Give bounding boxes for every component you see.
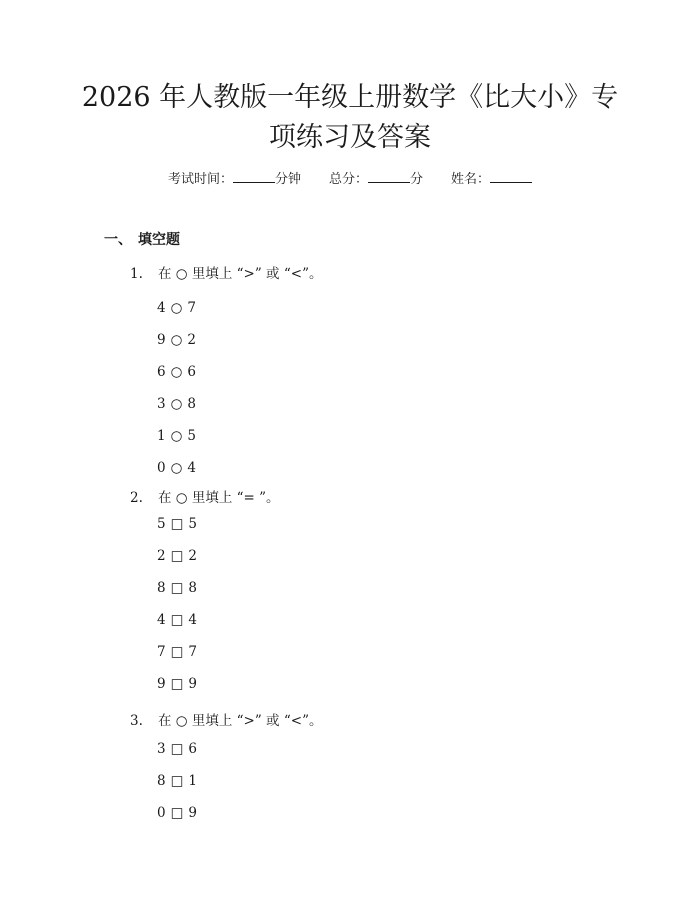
left-number: 4 xyxy=(157,612,167,628)
comparison-item xyxy=(157,396,197,412)
comparison-item xyxy=(157,428,197,444)
left-number: 3 xyxy=(157,741,167,757)
time-unit: 分钟 xyxy=(274,172,301,187)
left-number: 8 xyxy=(157,580,167,596)
right-number: 2 xyxy=(188,548,198,564)
question-text: 在 ○ 里填上 “>” 或 “<”。 xyxy=(158,713,323,729)
score-blank xyxy=(368,170,410,183)
score-label: 总分： xyxy=(328,172,368,187)
answer-circle[interactable]: ○ xyxy=(170,396,184,412)
answer-box[interactable]: □ xyxy=(170,741,185,757)
question-number: 1. xyxy=(130,266,143,282)
comparison-item xyxy=(157,300,197,316)
answer-box[interactable]: □ xyxy=(170,548,185,564)
answer-box[interactable]: □ xyxy=(170,612,185,628)
score-unit: 分 xyxy=(410,172,424,187)
right-number: 2 xyxy=(187,332,197,348)
page-title xyxy=(60,78,640,158)
right-number: 8 xyxy=(188,580,198,596)
section-title: 填空题 xyxy=(138,232,180,248)
right-number: 5 xyxy=(188,516,198,532)
right-number: 9 xyxy=(188,805,198,821)
left-number: 1 xyxy=(157,428,167,444)
left-number: 4 xyxy=(157,300,167,316)
answer-circle[interactable]: ○ xyxy=(170,428,184,444)
left-number: 9 xyxy=(157,676,167,692)
question-1 xyxy=(130,262,322,282)
section-heading xyxy=(104,229,180,249)
comparison-item xyxy=(157,580,198,596)
right-number: 4 xyxy=(188,612,198,628)
question-number: 2. xyxy=(130,490,143,506)
answer-box[interactable]: □ xyxy=(170,805,185,821)
answer-box[interactable]: □ xyxy=(170,644,185,660)
question-text: 在 ○ 里填上 “= ”。 xyxy=(158,490,280,506)
comparison-item xyxy=(157,805,198,821)
left-number: 2 xyxy=(157,548,167,564)
name-blank xyxy=(490,170,532,183)
answer-circle[interactable]: ○ xyxy=(170,364,184,380)
right-number: 5 xyxy=(187,428,197,444)
left-number: 0 xyxy=(157,460,167,476)
answer-box[interactable]: □ xyxy=(170,676,185,692)
left-number: 8 xyxy=(157,773,167,789)
answer-circle[interactable]: ○ xyxy=(170,332,184,348)
left-number: 7 xyxy=(157,644,167,660)
answer-box[interactable]: □ xyxy=(170,580,185,596)
question-number: 3. xyxy=(130,713,143,729)
comparison-item xyxy=(157,516,198,532)
comparison-item xyxy=(157,332,197,348)
left-number: 3 xyxy=(157,396,167,412)
right-number: 8 xyxy=(187,396,197,412)
question-2 xyxy=(130,486,280,506)
section-number: 一、 xyxy=(104,232,132,248)
comparison-item xyxy=(157,364,197,380)
time-label: 考试时间： xyxy=(167,172,233,187)
comparison-item xyxy=(157,773,198,789)
name-label: 姓名： xyxy=(451,172,491,187)
right-number: 4 xyxy=(187,460,197,476)
right-number: 7 xyxy=(187,300,197,316)
answer-box[interactable]: □ xyxy=(170,516,185,532)
comparison-item xyxy=(157,741,198,757)
right-number: 1 xyxy=(188,773,198,789)
left-number: 6 xyxy=(157,364,167,380)
answer-circle[interactable]: ○ xyxy=(170,300,184,316)
question-3 xyxy=(130,709,322,729)
question-text: 在 ○ 里填上 “>” 或 “<”。 xyxy=(158,266,323,282)
answer-circle[interactable]: ○ xyxy=(170,460,184,476)
comparison-item xyxy=(157,548,198,564)
time-blank xyxy=(233,170,275,183)
comparison-item xyxy=(157,460,197,476)
right-number: 9 xyxy=(188,676,198,692)
comparison-item xyxy=(157,676,198,692)
left-number: 0 xyxy=(157,805,167,821)
title-line-1: 2026 年人教版一年级上册数学《比大小》专 xyxy=(81,82,619,113)
comparison-item xyxy=(157,644,198,660)
right-number: 6 xyxy=(187,364,197,380)
left-number: 9 xyxy=(157,332,167,348)
right-number: 7 xyxy=(188,644,198,660)
right-number: 6 xyxy=(188,741,198,757)
left-number: 5 xyxy=(157,516,167,532)
title-line-2: 项练习及答案 xyxy=(269,122,431,153)
exam-meta-line xyxy=(0,170,700,189)
answer-box[interactable]: □ xyxy=(170,773,185,789)
comparison-item xyxy=(157,612,198,628)
